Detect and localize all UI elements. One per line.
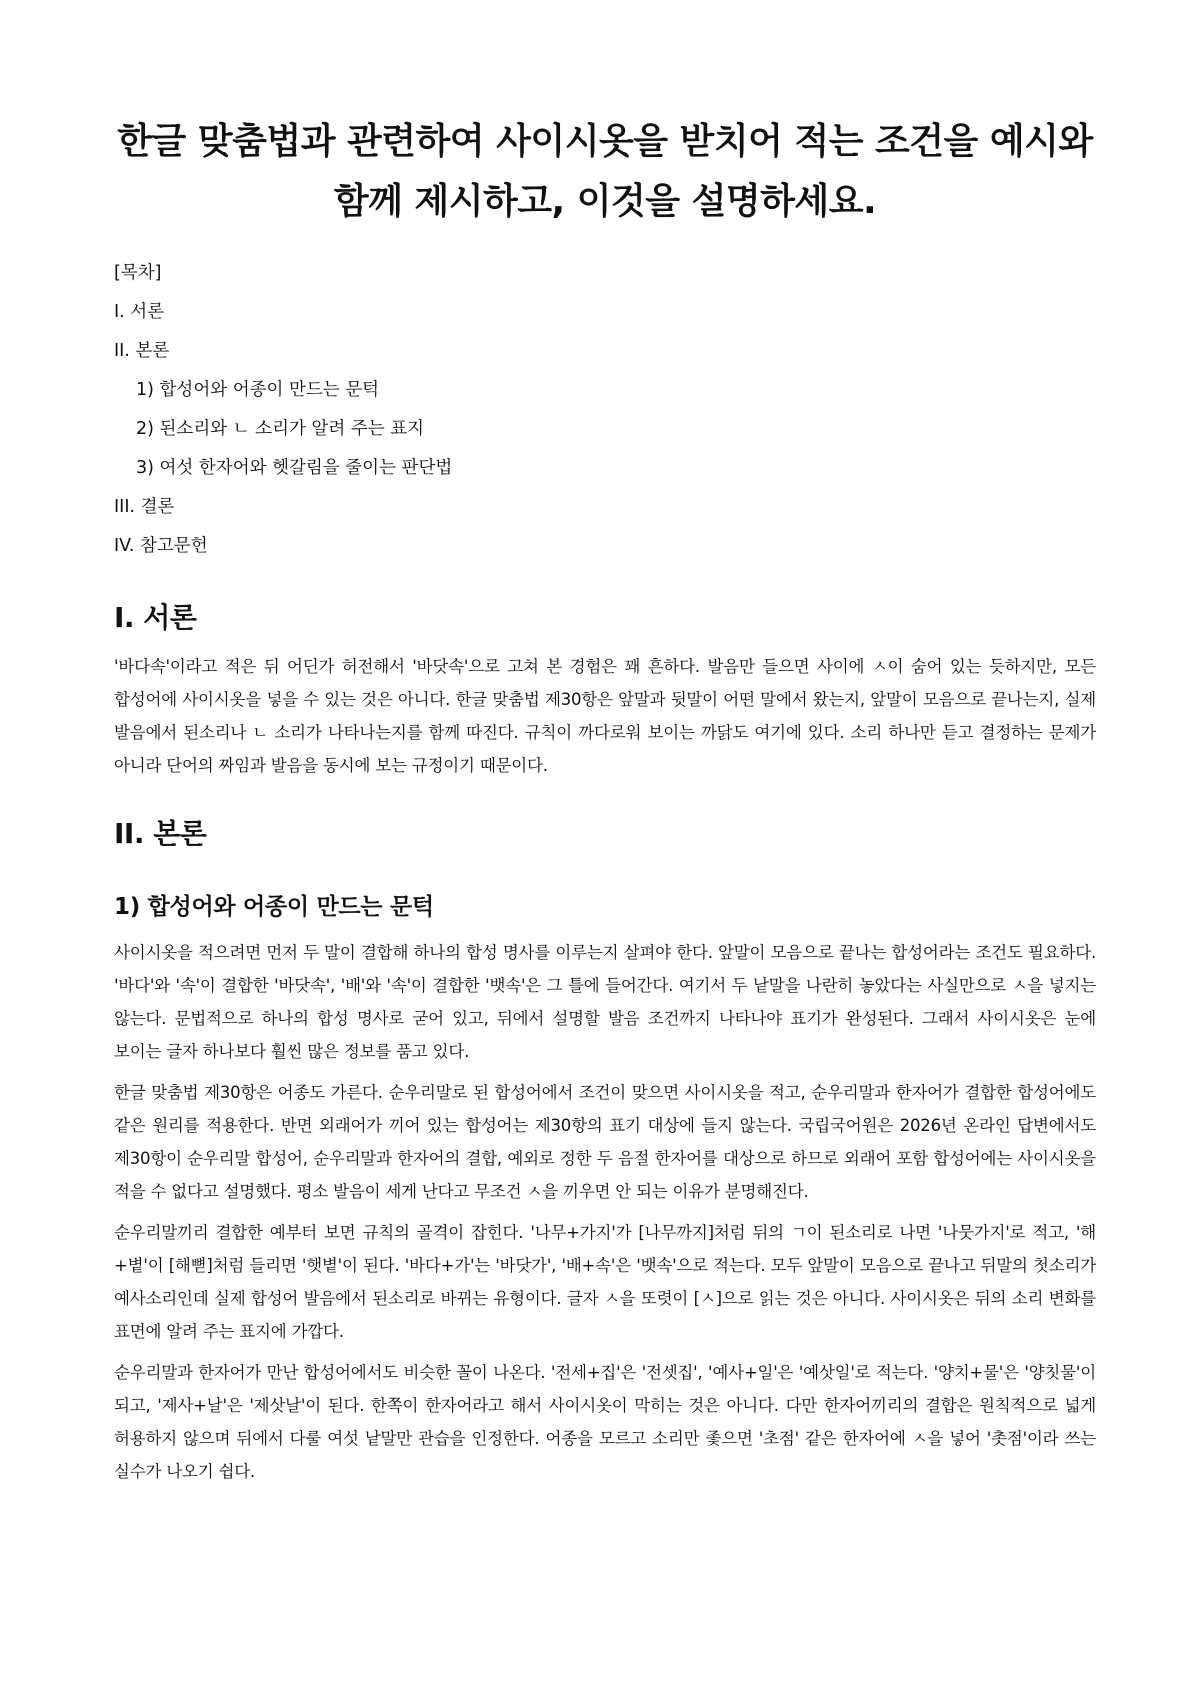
- body-paragraph: 순우리말과 한자어가 만난 합성어에서도 비슷한 꼴이 나온다. '전세+집'은 '전셋집', '예사+일'은 '예삿일'로 적는다. '양치+물'은 '양칫물'이 되고, '제사+날'은 '제삿날'이 된다. 한쪽이 한자어라고 해서 사이시옷이 막히는 것은 아니다. 다만 한자어끼리의 결합은 원칙적으로 넓게 허용하지 않으며 뒤에서 다룰 여섯 낱말만 관습을 인정한다. 어종을 모르고 소리만 좇으면 '초점' 같은 한자어에 ㅅ을 넣어 '촛점'이라 쓰는 실수가 나오기 쉽다.: [114, 1363, 1096, 1481]
- body-paragraph: 사이시옷을 적으려면 먼저 두 말이 결합해 하나의 합성 명사를 이루는지 살펴야 한다. 앞말이 모음으로 끝나는 합성어라는 조건도 필요하다. '바다'와 '속'이 결합한 '바닷속', '배'와 '속'이 결합한 '뱃속'은 그 틀에 들어간다. 여기서 두 낱말을 나란히 놓았다는 사실만으로 ㅅ을 넣지는 않는다. 문법적으로 하나의 합성 명사로 굳어 있고, 뒤에서 설명할 발음 조건까지 나타나야 표기가 완성된다. 그래서 사이시옷은 눈에 보이는 글자 하나보다 훨씬 많은 정보를 품고 있다.: [114, 943, 1096, 1061]
- toc-item: I. 서론: [114, 302, 165, 322]
- intro-paragraph: '바다속'이라고 적은 뒤 어딘가 허전해서 '바닷속'으로 고쳐 본 경험은 꽤 흔하다. 발음만 들으면 사이에 ㅅ이 숨어 있는 듯하지만, 모든 합성어에 사이시옷을 넣을 수 있는 것은 아니다. 한글 맞춤법 제30항은 앞말과 뒷말이 어떤 말에서 왔는지, 앞말이 모음으로 끝나는지, 실제 발음에서 된소리나 ㄴ 소리가 나타나는지를 함께 따진다. 규칙이 까다로워 보이는 까닭도 여기에 있다. 소리 하나만 듣고 결정하는 문제가 아니라 단어의 짜임과 발음을 동시에 보는 규정이기 때문이다.: [114, 657, 1096, 775]
- toc-heading: [목차]: [114, 263, 162, 283]
- toc-item: II. 본론: [114, 341, 170, 361]
- toc-subitem: 3) 여섯 한자어와 헷갈림을 줄이는 판단법: [136, 458, 453, 478]
- subsection-heading: 1) 합성어와 어종이 만드는 문턱: [114, 894, 434, 920]
- body-paragraph: 한글 맞춤법 제30항은 어종도 가른다. 순우리말로 된 합성어에서 조건이 맞으면 사이시옷을 적고, 순우리말과 한자어가 결합한 합성어에도 같은 원리를 적용한다. 반면 외래어가 끼어 있는 합성어는 제30항의 표기 대상에 들지 않는다. 국립국어원은 2026년 온라인 답변에서도 제30항이 순우리말 합성어, 순우리말과 한자어의 결합, 예외로 정한 두 음절 한자어를 대상으로 하므로 외래어 포함 합성어에는 사이시옷을 적을 수 없다고 설명했다. 평소 발음이 세게 난다고 무조건 ㅅ을 끼우면 안 되는 이유가 분명해진다.: [114, 1083, 1096, 1201]
- body-paragraph: 순우리말끼리 결합한 예부터 보면 규칙의 골격이 잡힌다. '나무+가지'가 [나무까지]처럼 뒤의 ㄱ이 된소리로 나면 '나뭇가지'로 적고, '해+볕'이 [해뼏]처럼 들리면 '햇볕'이 된다. '바다+가'는 '바닷가', '배+속'은 '뱃속'으로 적는다. 모두 앞말이 모음으로 끝나고 뒤말의 첫소리가 예사소리인데 실제 합성어 발음에서 된소리로 바뀌는 유형이다. 글자 ㅅ을 또렷이 [ㅅ]으로 읽는 것은 아니다. 사이시옷은 뒤의 소리 변화를 표면에 알려 주는 표지에 가깝다.: [114, 1223, 1096, 1341]
- document-title: 한글 맞춤법과 관련하여 사이시옷을 받치어 적는 조건을 예시와 함께 제시하고, 이것을 설명하세요.: [117, 121, 1093, 222]
- body-heading: II. 본론: [114, 817, 207, 850]
- toc-subitem: 1) 합성어와 어종이 만드는 문턱: [136, 380, 380, 400]
- intro-heading: I. 서론: [114, 601, 197, 634]
- toc-item: IV. 참고문헌: [114, 536, 208, 556]
- toc-item: III. 결론: [114, 497, 175, 517]
- table-of-contents: [114, 254, 1096, 566]
- toc-subitem: 2) 된소리와 ㄴ 소리가 알려 주는 표지: [136, 419, 425, 439]
